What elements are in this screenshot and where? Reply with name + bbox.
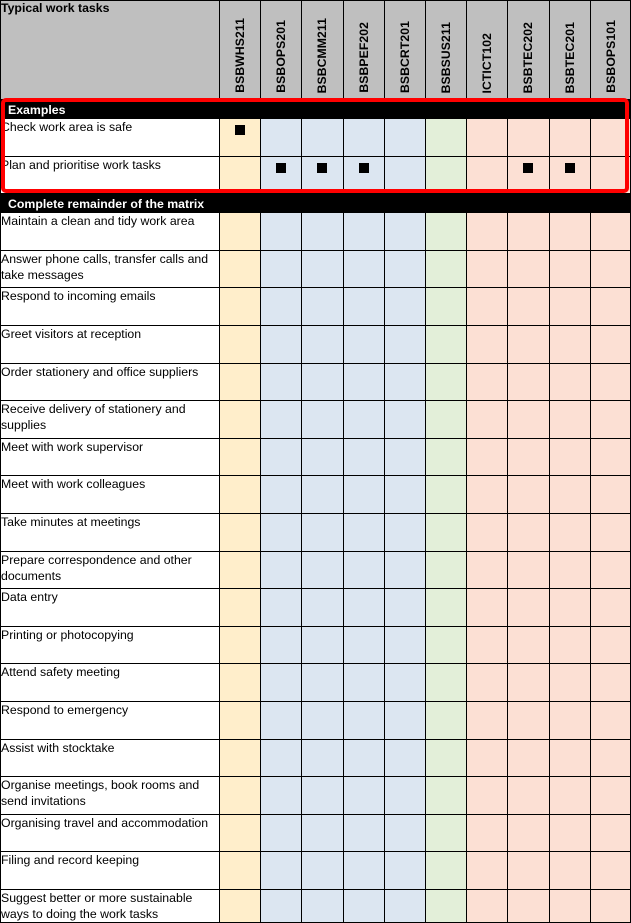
matrix-cell-bsbsus211[interactable] (425, 626, 466, 664)
matrix-cell-bsbwhs211[interactable] (220, 664, 261, 702)
matrix-cell-bsbpef202[interactable] (343, 401, 384, 439)
matrix-body (1, 100, 631, 923)
unit-code-rotated-label (385, 1, 425, 93)
matrix-cell-bsbtec202[interactable] (508, 401, 549, 439)
matrix-cell-bsbtec202[interactable] (508, 626, 549, 664)
column-header-bsbtec201 (549, 1, 590, 100)
table-row (1, 551, 631, 589)
matrix-cell-bsbwhs211[interactable] (220, 438, 261, 476)
column-header-bsbpef202 (343, 1, 384, 100)
matrix-cell-bsbcrt201[interactable] (384, 156, 425, 194)
matrix-cell-bsbops201[interactable] (261, 119, 302, 157)
matrix-cell-bsbcrt201[interactable] (384, 363, 425, 401)
table-row (1, 739, 631, 777)
matrix-cell-bsbsus211[interactable] (425, 119, 466, 157)
matrix-cell-bsbcmm211[interactable] (302, 438, 343, 476)
unit-code-text: BSBWHS211 (233, 18, 248, 93)
table-row (1, 119, 631, 157)
matrix-cell-bsbcmm211[interactable] (302, 664, 343, 702)
matrix-cell-ictict102[interactable] (467, 513, 508, 551)
unit-code-rotated-label (591, 1, 631, 93)
table-row (1, 363, 631, 401)
task-label-cell: Maintain a clean and tidy work area (1, 213, 220, 251)
matrix-cell-ictict102[interactable] (467, 626, 508, 664)
matrix-cell-bsbwhs211[interactable] (220, 119, 261, 157)
matrix-cell-bsbtec202[interactable] (508, 589, 549, 627)
matrix-cell-bsbops201[interactable] (261, 476, 302, 514)
matrix-cell-ictict102[interactable] (467, 852, 508, 890)
matrix-cell-bsbtec201[interactable] (549, 513, 590, 551)
matrix-cell-ictict102[interactable] (467, 363, 508, 401)
matrix-cell-bsbcrt201[interactable] (384, 701, 425, 739)
matrix-cell-bsbtec201[interactable] (549, 325, 590, 363)
matrix-cell-bsbsus211[interactable] (425, 739, 466, 777)
table-row (1, 701, 631, 739)
matrix-cell-bsbpef202[interactable] (343, 119, 384, 157)
matrix-cell-bsbcrt201[interactable] (384, 852, 425, 890)
matrix-cell-bsbtec201[interactable] (549, 438, 590, 476)
matrix-cell-bsbwhs211[interactable] (220, 814, 261, 852)
matrix-cell-bsbwhs211[interactable] (220, 156, 261, 194)
column-header-bsbsus211 (425, 1, 466, 100)
matrix-cell-ictict102[interactable] (467, 401, 508, 439)
matrix-cell-ictict102[interactable] (467, 664, 508, 702)
matrix-cell-bsbcrt201[interactable] (384, 513, 425, 551)
matrix-cell-bsbsus211[interactable] (425, 363, 466, 401)
matrix-cell-ictict102[interactable] (467, 889, 508, 923)
task-label-cell: Suggest better or more sustainable ways to doing the work tasks (1, 889, 220, 923)
matrix-cell-bsbpef202[interactable] (343, 288, 384, 326)
matrix-cell-bsbpef202[interactable] (343, 889, 384, 923)
matrix-cell-ictict102[interactable] (467, 325, 508, 363)
matrix-cell-bsbops101[interactable] (590, 664, 631, 702)
unit-code-rotated-label (344, 1, 384, 93)
matrix-cell-bsbpef202[interactable] (343, 513, 384, 551)
matrix-cell-ictict102[interactable] (467, 589, 508, 627)
matrix-cell-bsbtec201[interactable] (549, 401, 590, 439)
matrix-cell-bsbops201[interactable] (261, 551, 302, 589)
matrix-cell-bsbsus211[interactable] (425, 476, 466, 514)
matrix-cell-bsbcmm211[interactable] (302, 551, 343, 589)
matrix-cell-bsbsus211[interactable] (425, 288, 466, 326)
matrix-cell-bsbops101[interactable] (590, 626, 631, 664)
matrix-cell-bsbops201[interactable] (261, 513, 302, 551)
task-label-cell: Organising travel and accommodation (1, 814, 220, 852)
matrix-cell-bsbtec202[interactable] (508, 814, 549, 852)
matrix-cell-bsbsus211[interactable] (425, 250, 466, 288)
matrix-cell-bsbwhs211[interactable] (220, 363, 261, 401)
matrix-cell-bsbtec201[interactable] (549, 664, 590, 702)
matrix-cell-bsbwhs211[interactable] (220, 551, 261, 589)
matrix-cell-bsbops101[interactable] (590, 213, 631, 251)
matrix-cell-bsbtec201[interactable] (549, 288, 590, 326)
checked-square-icon (359, 163, 369, 173)
unit-code-text: BSBOPS201 (274, 20, 289, 93)
matrix-cell-bsbops101[interactable] (590, 701, 631, 739)
task-label-cell: Filing and record keeping (1, 852, 220, 890)
matrix-cell-bsbtec202[interactable] (508, 213, 549, 251)
unit-code-text: BSBTEC201 (562, 21, 577, 93)
matrix-cell-bsbwhs211[interactable] (220, 889, 261, 923)
table-row (1, 476, 631, 514)
task-label-cell: Check work area is safe (1, 119, 220, 157)
matrix-cell-bsbcrt201[interactable] (384, 739, 425, 777)
matrix-cell-bsbwhs211[interactable] (220, 401, 261, 439)
matrix-cell-bsbcmm211[interactable] (302, 701, 343, 739)
matrix-cell-bsbwhs211[interactable] (220, 589, 261, 627)
unit-code-rotated-label (261, 1, 301, 93)
matrix-cell-bsbsus211[interactable] (425, 401, 466, 439)
matrix-cell-bsbcmm211[interactable] (302, 852, 343, 890)
matrix-cell-bsbtec202[interactable] (508, 325, 549, 363)
matrix-cell-ictict102[interactable] (467, 119, 508, 157)
matrix-cell-bsbcmm211[interactable] (302, 476, 343, 514)
unit-code-text: BSBCMM211 (315, 17, 330, 93)
matrix-cell-bsbtec202[interactable] (508, 852, 549, 890)
checked-square-icon (235, 125, 245, 135)
matrix-cell-bsbops101[interactable] (590, 438, 631, 476)
task-label-cell: Attend safety meeting (1, 664, 220, 702)
table-row (1, 664, 631, 702)
matrix-cell-bsbpef202[interactable] (343, 739, 384, 777)
matrix-cell-bsbtec202[interactable] (508, 739, 549, 777)
matrix-cell-ictict102[interactable] (467, 438, 508, 476)
matrix-cell-bsbpef202[interactable] (343, 777, 384, 815)
matrix-cell-bsbops201[interactable] (261, 701, 302, 739)
task-label-cell: Assist with stocktake (1, 739, 220, 777)
matrix-cell-bsbcmm211[interactable] (302, 119, 343, 157)
matrix-cell-bsbcrt201[interactable] (384, 664, 425, 702)
matrix-cell-bsbwhs211[interactable] (220, 701, 261, 739)
matrix-cell-bsbops201[interactable] (261, 401, 302, 439)
section-bar-label: Examples (1, 100, 631, 119)
matrix-cell-bsbcmm211[interactable] (302, 401, 343, 439)
matrix-cell-bsbpef202[interactable] (343, 626, 384, 664)
matrix-cell-bsbsus211[interactable] (425, 589, 466, 627)
task-label-cell: Answer phone calls, transfer calls and take messages (1, 250, 220, 288)
matrix-cell-bsbtec202[interactable] (508, 551, 549, 589)
column-header-bsbops201 (261, 1, 302, 100)
matrix-cell-bsbops201[interactable] (261, 889, 302, 923)
matrix-cell-bsbsus211[interactable] (425, 777, 466, 815)
task-label-cell: Take minutes at meetings (1, 513, 220, 551)
matrix-cell-bsbtec202[interactable] (508, 288, 549, 326)
column-header-ictict102 (467, 1, 508, 100)
matrix-cell-bsbcrt201[interactable] (384, 325, 425, 363)
column-header-typical-work-tasks: Typical work tasks (1, 1, 220, 100)
matrix-cell-bsbpef202[interactable] (343, 701, 384, 739)
matrix-cell-bsbops201[interactable] (261, 250, 302, 288)
matrix-cell-ictict102[interactable] (467, 156, 508, 194)
column-header-bsbwhs211 (220, 1, 261, 100)
matrix-cell-bsbcmm211[interactable] (302, 250, 343, 288)
task-label-cell: Prepare correspondence and other documents (1, 551, 220, 589)
matrix-cell-bsbcrt201[interactable] (384, 119, 425, 157)
matrix-cell-bsbtec202[interactable] (508, 250, 549, 288)
matrix-cell-bsbtec202[interactable] (508, 701, 549, 739)
matrix-cell-bsbcmm211[interactable] (302, 363, 343, 401)
matrix-cell-bsbops201[interactable] (261, 156, 302, 194)
matrix-cell-bsbtec201[interactable] (549, 119, 590, 157)
matrix-cell-ictict102[interactable] (467, 551, 508, 589)
unit-code-text: BSBTEC202 (521, 21, 536, 93)
matrix-cell-bsbcrt201[interactable] (384, 213, 425, 251)
matrix-cell-bsbtec202[interactable] (508, 438, 549, 476)
matrix-cell-bsbwhs211[interactable] (220, 513, 261, 551)
checked-square-icon (565, 163, 575, 173)
matrix-cell-bsbops101[interactable] (590, 551, 631, 589)
matrix-cell-bsbcrt201[interactable] (384, 551, 425, 589)
unit-code-text: BSBOPS101 (603, 20, 618, 93)
matrix-cell-bsbops101[interactable] (590, 852, 631, 890)
matrix-cell-bsbpef202[interactable] (343, 551, 384, 589)
matrix-cell-bsbpef202[interactable] (343, 363, 384, 401)
table-row (1, 889, 631, 923)
matrix-cell-bsbwhs211[interactable] (220, 852, 261, 890)
matrix-cell-bsbops101[interactable] (590, 814, 631, 852)
matrix-cell-bsbsus211[interactable] (425, 438, 466, 476)
matrix-cell-bsbops101[interactable] (590, 589, 631, 627)
matrix-cell-bsbops201[interactable] (261, 626, 302, 664)
matrix-cell-bsbops201[interactable] (261, 589, 302, 627)
matrix-cell-ictict102[interactable] (467, 739, 508, 777)
matrix-cell-bsbwhs211[interactable] (220, 325, 261, 363)
unit-code-rotated-label (550, 1, 590, 93)
matrix-cell-bsbops101[interactable] (590, 250, 631, 288)
matrix-cell-bsbtec202[interactable] (508, 777, 549, 815)
task-label-cell: Greet visitors at reception (1, 325, 220, 363)
matrix-cell-bsbcmm211[interactable] (302, 814, 343, 852)
matrix-cell-bsbops201[interactable] (261, 777, 302, 815)
matrix-cell-bsbpef202[interactable] (343, 664, 384, 702)
column-header-bsbops101 (590, 1, 631, 100)
unit-code-rotated-label (467, 1, 507, 93)
unit-code-text: ICTICT102 (480, 32, 495, 93)
matrix-cell-bsbsus211[interactable] (425, 889, 466, 923)
matrix-cell-ictict102[interactable] (467, 288, 508, 326)
matrix-cell-bsbcrt201[interactable] (384, 777, 425, 815)
task-label-cell: Data entry (1, 589, 220, 627)
matrix-cell-bsbwhs211[interactable] (220, 739, 261, 777)
matrix-cell-bsbops201[interactable] (261, 288, 302, 326)
matrix-cell-bsbcrt201[interactable] (384, 288, 425, 326)
matrix-cell-bsbcmm211[interactable] (302, 325, 343, 363)
matrix-cell-bsbops101[interactable] (590, 288, 631, 326)
matrix-cell-ictict102[interactable] (467, 476, 508, 514)
matrix-cell-ictict102[interactable] (467, 250, 508, 288)
table-row (1, 250, 631, 288)
matrix-cell-bsbcrt201[interactable] (384, 589, 425, 627)
unit-code-text: BSBPEF202 (356, 22, 371, 93)
matrix-cell-bsbcmm211[interactable] (302, 889, 343, 923)
table-row (1, 852, 631, 890)
task-label-cell: Meet with work supervisor (1, 438, 220, 476)
matrix-cell-bsbwhs211[interactable] (220, 213, 261, 251)
matrix-cell-bsbtec201[interactable] (549, 551, 590, 589)
matrix-cell-bsbops201[interactable] (261, 814, 302, 852)
matrix-header (1, 1, 631, 100)
matrix-cell-bsbops101[interactable] (590, 777, 631, 815)
matrix-cell-ictict102[interactable] (467, 777, 508, 815)
matrix-cell-bsbops101[interactable] (590, 119, 631, 157)
checked-square-icon (276, 163, 286, 173)
matrix-cell-bsbpef202[interactable] (343, 325, 384, 363)
matrix-cell-bsbwhs211[interactable] (220, 250, 261, 288)
unit-code-text: BSBSUS211 (439, 21, 454, 93)
matrix-cell-bsbtec201[interactable] (549, 777, 590, 815)
checked-square-icon (317, 163, 327, 173)
section-bar-examples (1, 100, 631, 119)
task-label-cell: Meet with work colleagues (1, 476, 220, 514)
table-row (1, 213, 631, 251)
matrix-cell-bsbtec201[interactable] (549, 626, 590, 664)
matrix-cell-bsbtec202[interactable] (508, 664, 549, 702)
task-label-cell: Respond to incoming emails (1, 288, 220, 326)
table-row (1, 438, 631, 476)
matrix-cell-bsbsus211[interactable] (425, 852, 466, 890)
matrix-cell-bsbops101[interactable] (590, 325, 631, 363)
matrix-cell-bsbtec201[interactable] (549, 589, 590, 627)
matrix-cell-ictict102[interactable] (467, 701, 508, 739)
matrix-cell-bsbtec201[interactable] (549, 213, 590, 251)
table-row (1, 814, 631, 852)
matrix-cell-bsbtec201[interactable] (549, 852, 590, 890)
matrix-cell-bsbtec202[interactable] (508, 513, 549, 551)
matrix-cell-bsbcmm211[interactable] (302, 213, 343, 251)
unit-code-text: BSBCRT201 (397, 20, 412, 93)
column-header-bsbcrt201 (384, 1, 425, 100)
unit-code-rotated-label (302, 1, 342, 93)
matrix-cell-bsbwhs211[interactable] (220, 626, 261, 664)
matrix-cell-bsbtec202[interactable] (508, 476, 549, 514)
matrix-cell-bsbops101[interactable] (590, 363, 631, 401)
task-label-cell: Respond to emergency (1, 701, 220, 739)
matrix-cell-bsbcrt201[interactable] (384, 626, 425, 664)
table-row (1, 156, 631, 194)
unit-code-rotated-label (426, 1, 466, 93)
matrix-cell-bsbsus211[interactable] (425, 513, 466, 551)
matrix-cell-bsbtec202[interactable] (508, 119, 549, 157)
section-bar-remainder (1, 194, 631, 213)
matrix-cell-bsbtec202[interactable] (508, 363, 549, 401)
matrix-cell-bsbops101[interactable] (590, 401, 631, 439)
table-row (1, 325, 631, 363)
task-label-cell: Plan and prioritise work tasks (1, 156, 220, 194)
task-label-cell: Organise meetings, book rooms and send invitations (1, 777, 220, 815)
matrix-cell-bsbcrt201[interactable] (384, 438, 425, 476)
matrix-cell-bsbops201[interactable] (261, 363, 302, 401)
matrix-cell-bsbtec201[interactable] (549, 363, 590, 401)
matrix-cell-bsbcmm211[interactable] (302, 513, 343, 551)
matrix-cell-bsbtec201[interactable] (549, 701, 590, 739)
matrix-cell-bsbcrt201[interactable] (384, 476, 425, 514)
table-row (1, 401, 631, 439)
matrix-cell-bsbsus211[interactable] (425, 213, 466, 251)
matrix-cell-bsbwhs211[interactable] (220, 777, 261, 815)
matrix-cell-bsbsus211[interactable] (425, 701, 466, 739)
matrix-cell-bsbcrt201[interactable] (384, 250, 425, 288)
matrix-cell-bsbsus211[interactable] (425, 156, 466, 194)
matrix-cell-bsbtec201[interactable] (549, 814, 590, 852)
unit-code-rotated-label (508, 1, 548, 93)
matrix-cell-bsbops101[interactable] (590, 889, 631, 923)
matrix-cell-bsbsus211[interactable] (425, 551, 466, 589)
matrix-cell-bsbpef202[interactable] (343, 852, 384, 890)
checked-square-icon (523, 163, 533, 173)
unit-code-rotated-label (220, 1, 260, 93)
matrix-cell-bsbcmm211[interactable] (302, 739, 343, 777)
matrix-cell-bsbtec201[interactable] (549, 739, 590, 777)
matrix-cell-bsbops201[interactable] (261, 739, 302, 777)
matrix-cell-bsbwhs211[interactable] (220, 476, 261, 514)
matrix-cell-bsbpef202[interactable] (343, 156, 384, 194)
matrix-cell-bsbops101[interactable] (590, 513, 631, 551)
matrix-cell-bsbtec201[interactable] (549, 156, 590, 194)
task-label-cell: Receive delivery of stationery and supplies (1, 401, 220, 439)
column-header-bsbcmm211 (302, 1, 343, 100)
matrix-cell-bsbops201[interactable] (261, 664, 302, 702)
matrix-cell-bsbpef202[interactable] (343, 438, 384, 476)
matrix-cell-ictict102[interactable] (467, 814, 508, 852)
matrix-cell-bsbops201[interactable] (261, 325, 302, 363)
matrix-cell-bsbpef202[interactable] (343, 589, 384, 627)
matrix-cell-bsbops201[interactable] (261, 438, 302, 476)
matrix-cell-bsbcmm211[interactable] (302, 288, 343, 326)
matrix-cell-bsbpef202[interactable] (343, 213, 384, 251)
table-row (1, 626, 631, 664)
matrix-cell-bsbwhs211[interactable] (220, 288, 261, 326)
section-bar-label: Complete remainder of the matrix (1, 194, 631, 213)
matrix-cell-bsbops201[interactable] (261, 852, 302, 890)
matrix-cell-bsbcmm211[interactable] (302, 626, 343, 664)
table-row (1, 288, 631, 326)
task-label-cell: Order stationery and office suppliers (1, 363, 220, 401)
matrix-cell-bsbcrt201[interactable] (384, 401, 425, 439)
matrix-cell-bsbcmm211[interactable] (302, 589, 343, 627)
matrix-cell-bsbtec202[interactable] (508, 889, 549, 923)
header-row (1, 1, 631, 100)
matrix-cell-ictict102[interactable] (467, 213, 508, 251)
matrix-cell-bsbcrt201[interactable] (384, 889, 425, 923)
matrix-cell-bsbsus211[interactable] (425, 325, 466, 363)
matrix-cell-bsbtec201[interactable] (549, 250, 590, 288)
table-row (1, 589, 631, 627)
matrix-cell-bsbpef202[interactable] (343, 476, 384, 514)
matrix-cell-bsbops101[interactable] (590, 476, 631, 514)
matrix-cell-bsbpef202[interactable] (343, 250, 384, 288)
table-row (1, 777, 631, 815)
matrix-cell-bsbsus211[interactable] (425, 664, 466, 702)
matrix-cell-bsbops201[interactable] (261, 213, 302, 251)
matrix-cell-bsbops101[interactable] (590, 156, 631, 194)
table-row (1, 513, 631, 551)
column-header-bsbtec202 (508, 1, 549, 100)
matrix-cell-bsbtec201[interactable] (549, 476, 590, 514)
matrix-cell-bsbops101[interactable] (590, 739, 631, 777)
matrix-cell-bsbcmm211[interactable] (302, 156, 343, 194)
matrix-cell-bsbpef202[interactable] (343, 814, 384, 852)
matrix-cell-bsbcmm211[interactable] (302, 777, 343, 815)
matrix-cell-bsbtec202[interactable] (508, 156, 549, 194)
matrix-cell-bsbsus211[interactable] (425, 814, 466, 852)
task-label-cell: Printing or photocopying (1, 626, 220, 664)
matrix-cell-bsbtec201[interactable] (549, 889, 590, 923)
matrix-cell-bsbcrt201[interactable] (384, 814, 425, 852)
